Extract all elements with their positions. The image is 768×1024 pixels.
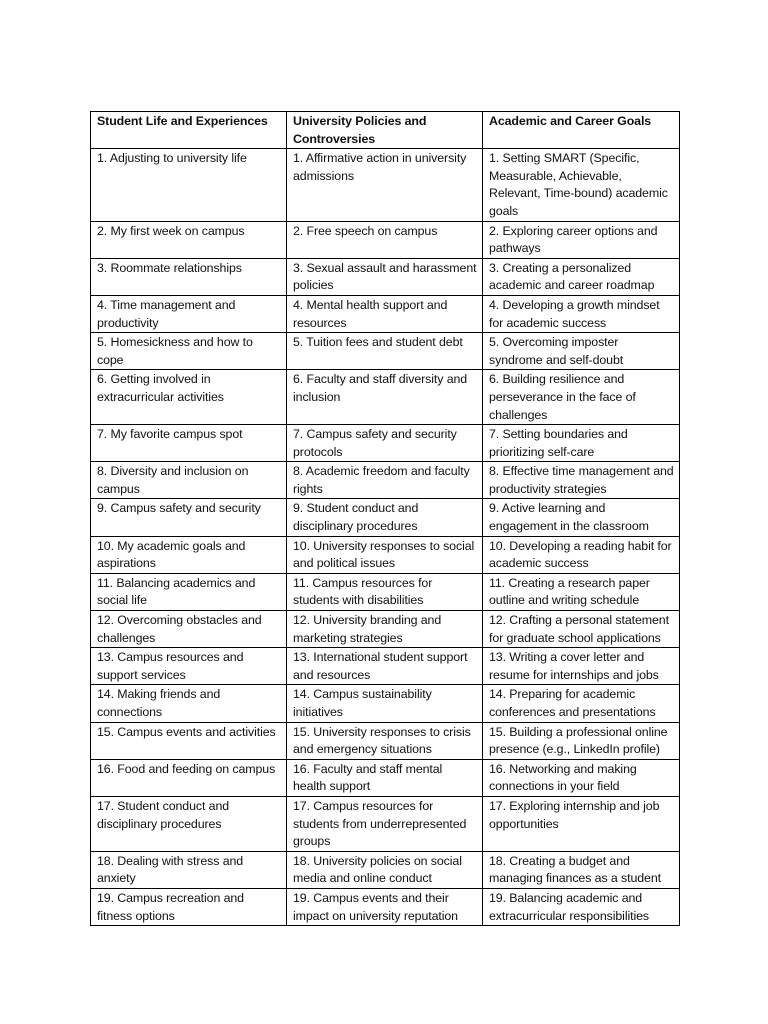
student-life-cell: 19. Campus recreation and fitness options <box>91 888 287 925</box>
table-row <box>91 536 680 573</box>
university-policy-cell: 10. University responses to social and political issues <box>287 536 483 573</box>
university-policy-cell: 16. Faculty and staff mental health support <box>287 759 483 796</box>
header-row <box>91 112 680 149</box>
table-row <box>91 888 680 925</box>
column-header-university-policies: University Policies and Controversies <box>287 112 483 149</box>
academic-goal-cell: 11. Creating a research paper outline and writing schedule <box>483 573 680 610</box>
student-life-cell: 18. Dealing with stress and anxiety <box>91 851 287 888</box>
student-life-cell: 11. Balancing academics and social life <box>91 573 287 610</box>
university-policy-cell: 5. Tuition fees and student debt <box>287 333 483 370</box>
student-life-cell: 17. Student conduct and disciplinary procedures <box>91 796 287 851</box>
academic-goal-cell: 5. Overcoming imposter syndrome and self-doubt <box>483 333 680 370</box>
university-policy-cell: 17. Campus resources for students from underrepresented groups <box>287 796 483 851</box>
university-policy-cell: 13. International student support and resources <box>287 648 483 685</box>
table-row <box>91 258 680 295</box>
table-row <box>91 149 680 221</box>
table-row <box>91 221 680 258</box>
table-row <box>91 462 680 499</box>
university-policy-cell: 1. Affirmative action in university admissions <box>287 149 483 221</box>
university-policy-cell: 8. Academic freedom and faculty rights <box>287 462 483 499</box>
table-body <box>91 149 680 926</box>
student-life-cell: 15. Campus events and activities <box>91 722 287 759</box>
student-life-cell: 1. Adjusting to university life <box>91 149 287 221</box>
academic-goal-cell: 19. Balancing academic and extracurricular responsibilities <box>483 888 680 925</box>
university-policy-cell: 12. University branding and marketing strategies <box>287 611 483 648</box>
table-row <box>91 722 680 759</box>
student-life-cell: 16. Food and feeding on campus <box>91 759 287 796</box>
student-life-cell: 5. Homesickness and how to cope <box>91 333 287 370</box>
academic-goal-cell: 16. Networking and making connections in your field <box>483 759 680 796</box>
student-life-cell: 6. Getting involved in extracurricular activities <box>91 370 287 425</box>
student-life-cell: 13. Campus resources and support services <box>91 648 287 685</box>
university-policy-cell: 19. Campus events and their impact on university reputation <box>287 888 483 925</box>
academic-goal-cell: 3. Creating a personalized academic and career roadmap <box>483 258 680 295</box>
topics-table <box>90 111 680 926</box>
university-policy-cell: 4. Mental health support and resources <box>287 295 483 332</box>
student-life-cell: 3. Roommate relationships <box>91 258 287 295</box>
column-header-student-life: Student Life and Experiences <box>91 112 287 149</box>
column-header-academic-career-goals: Academic and Career Goals <box>483 112 680 149</box>
student-life-cell: 4. Time management and productivity <box>91 295 287 332</box>
student-life-cell: 8. Diversity and inclusion on campus <box>91 462 287 499</box>
university-policy-cell: 3. Sexual assault and harassment policies <box>287 258 483 295</box>
table-row <box>91 648 680 685</box>
academic-goal-cell: 12. Crafting a personal statement for graduate school applications <box>483 611 680 648</box>
academic-goal-cell: 10. Developing a reading habit for academic success <box>483 536 680 573</box>
university-policy-cell: 15. University responses to crisis and emergency situations <box>287 722 483 759</box>
table-row <box>91 295 680 332</box>
academic-goal-cell: 8. Effective time management and productivity strategies <box>483 462 680 499</box>
academic-goal-cell: 13. Writing a cover letter and resume for internships and jobs <box>483 648 680 685</box>
table-row <box>91 425 680 462</box>
table-header <box>91 112 680 149</box>
university-policy-cell: 2. Free speech on campus <box>287 221 483 258</box>
academic-goal-cell: 6. Building resilience and perseverance in the face of challenges <box>483 370 680 425</box>
academic-goal-cell: 14. Preparing for academic conferences and presentations <box>483 685 680 722</box>
academic-goal-cell: 7. Setting boundaries and prioritizing self-care <box>483 425 680 462</box>
student-life-cell: 7. My favorite campus spot <box>91 425 287 462</box>
university-policy-cell: 11. Campus resources for students with disabilities <box>287 573 483 610</box>
student-life-cell: 9. Campus safety and security <box>91 499 287 536</box>
academic-goal-cell: 18. Creating a budget and managing finances as a student <box>483 851 680 888</box>
table-row <box>91 370 680 425</box>
table-row <box>91 851 680 888</box>
university-policy-cell: 14. Campus sustainability initiatives <box>287 685 483 722</box>
academic-goal-cell: 9. Active learning and engagement in the classroom <box>483 499 680 536</box>
student-life-cell: 10. My academic goals and aspirations <box>91 536 287 573</box>
table-row <box>91 333 680 370</box>
university-policy-cell: 6. Faculty and staff diversity and inclusion <box>287 370 483 425</box>
student-life-cell: 12. Overcoming obstacles and challenges <box>91 611 287 648</box>
table-row <box>91 611 680 648</box>
academic-goal-cell: 1. Setting SMART (Specific, Measurable, Achievable, Relevant, Time-bound) academic goals <box>483 149 680 221</box>
student-life-cell: 14. Making friends and connections <box>91 685 287 722</box>
university-policy-cell: 7. Campus safety and security protocols <box>287 425 483 462</box>
student-life-cell: 2. My first week on campus <box>91 221 287 258</box>
university-policy-cell: 18. University policies on social media and online conduct <box>287 851 483 888</box>
academic-goal-cell: 15. Building a professional online presence (e.g., LinkedIn profile) <box>483 722 680 759</box>
table-row <box>91 499 680 536</box>
table-row <box>91 573 680 610</box>
table-row <box>91 759 680 796</box>
table-row <box>91 685 680 722</box>
university-policy-cell: 9. Student conduct and disciplinary procedures <box>287 499 483 536</box>
academic-goal-cell: 17. Exploring internship and job opportunities <box>483 796 680 851</box>
academic-goal-cell: 2. Exploring career options and pathways <box>483 221 680 258</box>
academic-goal-cell: 4. Developing a growth mindset for academic success <box>483 295 680 332</box>
table-row <box>91 796 680 851</box>
